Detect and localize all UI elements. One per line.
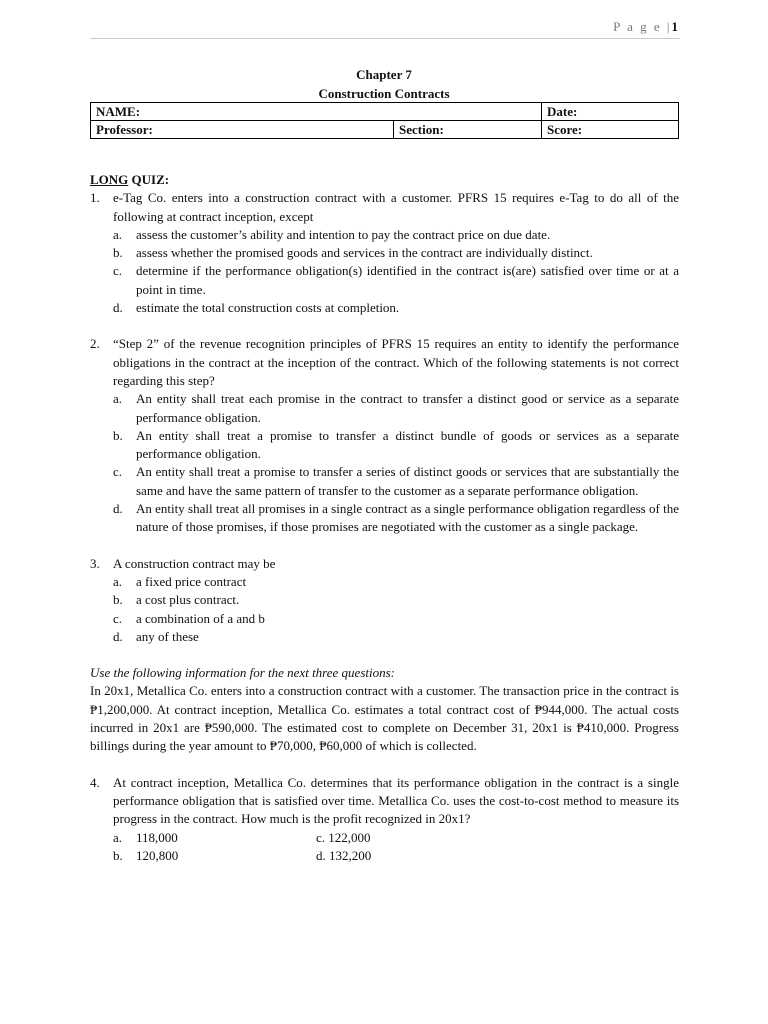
professor-field: Professor: — [91, 121, 394, 139]
question-4: 4. At contract inception, Metallica Co. determines that its performance obligation in the contract is a single performance obligation that is satisfied over time. Metallica Co. uses the cost-to-cost method to measure its progress in the contract. How much is the profit recognized in 20x1? — [90, 774, 679, 827]
question-1-option-a: a. assess the customer’s ability and intention to pay the contract price on due date. — [113, 226, 551, 242]
quiz-heading: LONG QUIZ: — [90, 172, 170, 187]
page-header — [613, 19, 678, 35]
question-3-option-c: c. a combination of a and b — [113, 610, 265, 626]
question-4-option-d: d. 132,200 — [316, 847, 372, 863]
info-paragraph: In 20x1, Metallica Co. enters into a construction contract with a customer. The transaction price in the contract is ₱1,200,000. At contract inception, Metallica Co. estimates a total contract cost of ₱944,000. The actual costs incurred in 20x1 are ₱590,000. The estimated cost to complete on December 31, 20x1 is ₱410,000. Progress billings during the year amount to ₱70,000, ₱60,000 of which is collected. — [90, 683, 679, 754]
name-field: NAME: — [91, 103, 542, 121]
question-4-option-b: 120,800 — [136, 847, 179, 863]
question-4-options-row-1: a. 118,000 c. 122,000 — [90, 829, 679, 847]
question-2-option-d: d. An entity shall treat all promises in a single contract as a single performance obligation regardless of the nature of those promises, if those promises are negotiated with the customer as a single package. — [113, 501, 679, 535]
question-2-option-a: a. An entity shall treat each promise in the contract to transfer a distinct good or service as a separate performance obligation. — [113, 391, 679, 425]
section-field: Section: — [394, 121, 542, 139]
question-3-option-d: d. any of these — [113, 628, 199, 644]
question-4-option-c: c. 122,000 — [316, 829, 371, 845]
question-3: 3. A construction contract may be — [90, 555, 276, 571]
question-3-option-b: b. a cost plus contract. — [113, 592, 240, 608]
chapter-subtitle: Construction Contracts — [318, 86, 450, 101]
student-info-table — [90, 102, 679, 139]
header-rule — [90, 38, 680, 39]
question-2-option-b: b. An entity shall treat a promise to transfer a distinct bundle of goods or services as a separate performance obligation. — [113, 427, 679, 462]
info-note: Use the following information for the next three questions: — [90, 665, 395, 681]
question-2: 2. “Step 2” of the revenue recognition principles of PFRS 15 requires an entity to identify the performance obligations in the contract at the inception of the contract. Which of the following statements is not correct regarding this step? — [90, 336, 679, 388]
question-1-option-c: c. determine if the performance obligation(s) identified in the contract is(are) satisfied over time or at a point in time. — [113, 263, 679, 297]
question-2-option-c: c. An entity shall treat a promise to transfer a series of distinct goods or services that are substantially the same and have the same pattern of transfer to the customer as a separate performance obligation. — [113, 464, 679, 498]
page-label: P a g e | — [613, 19, 672, 34]
date-field: Date: — [542, 103, 679, 121]
question-1-option-d: d. estimate the total construction costs at completion. — [113, 300, 400, 316]
question-4-options-row-2: b. 120,800 d. 132,200 — [90, 847, 679, 865]
score-field: Score: — [542, 121, 679, 139]
chapter-title: Chapter 7 — [356, 67, 412, 82]
question-3-option-a: a. a fixed price contract — [113, 573, 247, 589]
question-4-option-a: 118,000 — [136, 829, 178, 845]
page-number: 1 — [671, 19, 678, 34]
question-1: 1. e-Tag Co. enters into a construction contract with a customer. PFRS 15 requires e-Tag to do all of the following at contract inception, except — [90, 190, 679, 224]
question-1-option-b: b. assess whether the promised goods and services in the contract are individually distinct. — [113, 245, 593, 261]
quiz-body — [90, 171, 679, 865]
